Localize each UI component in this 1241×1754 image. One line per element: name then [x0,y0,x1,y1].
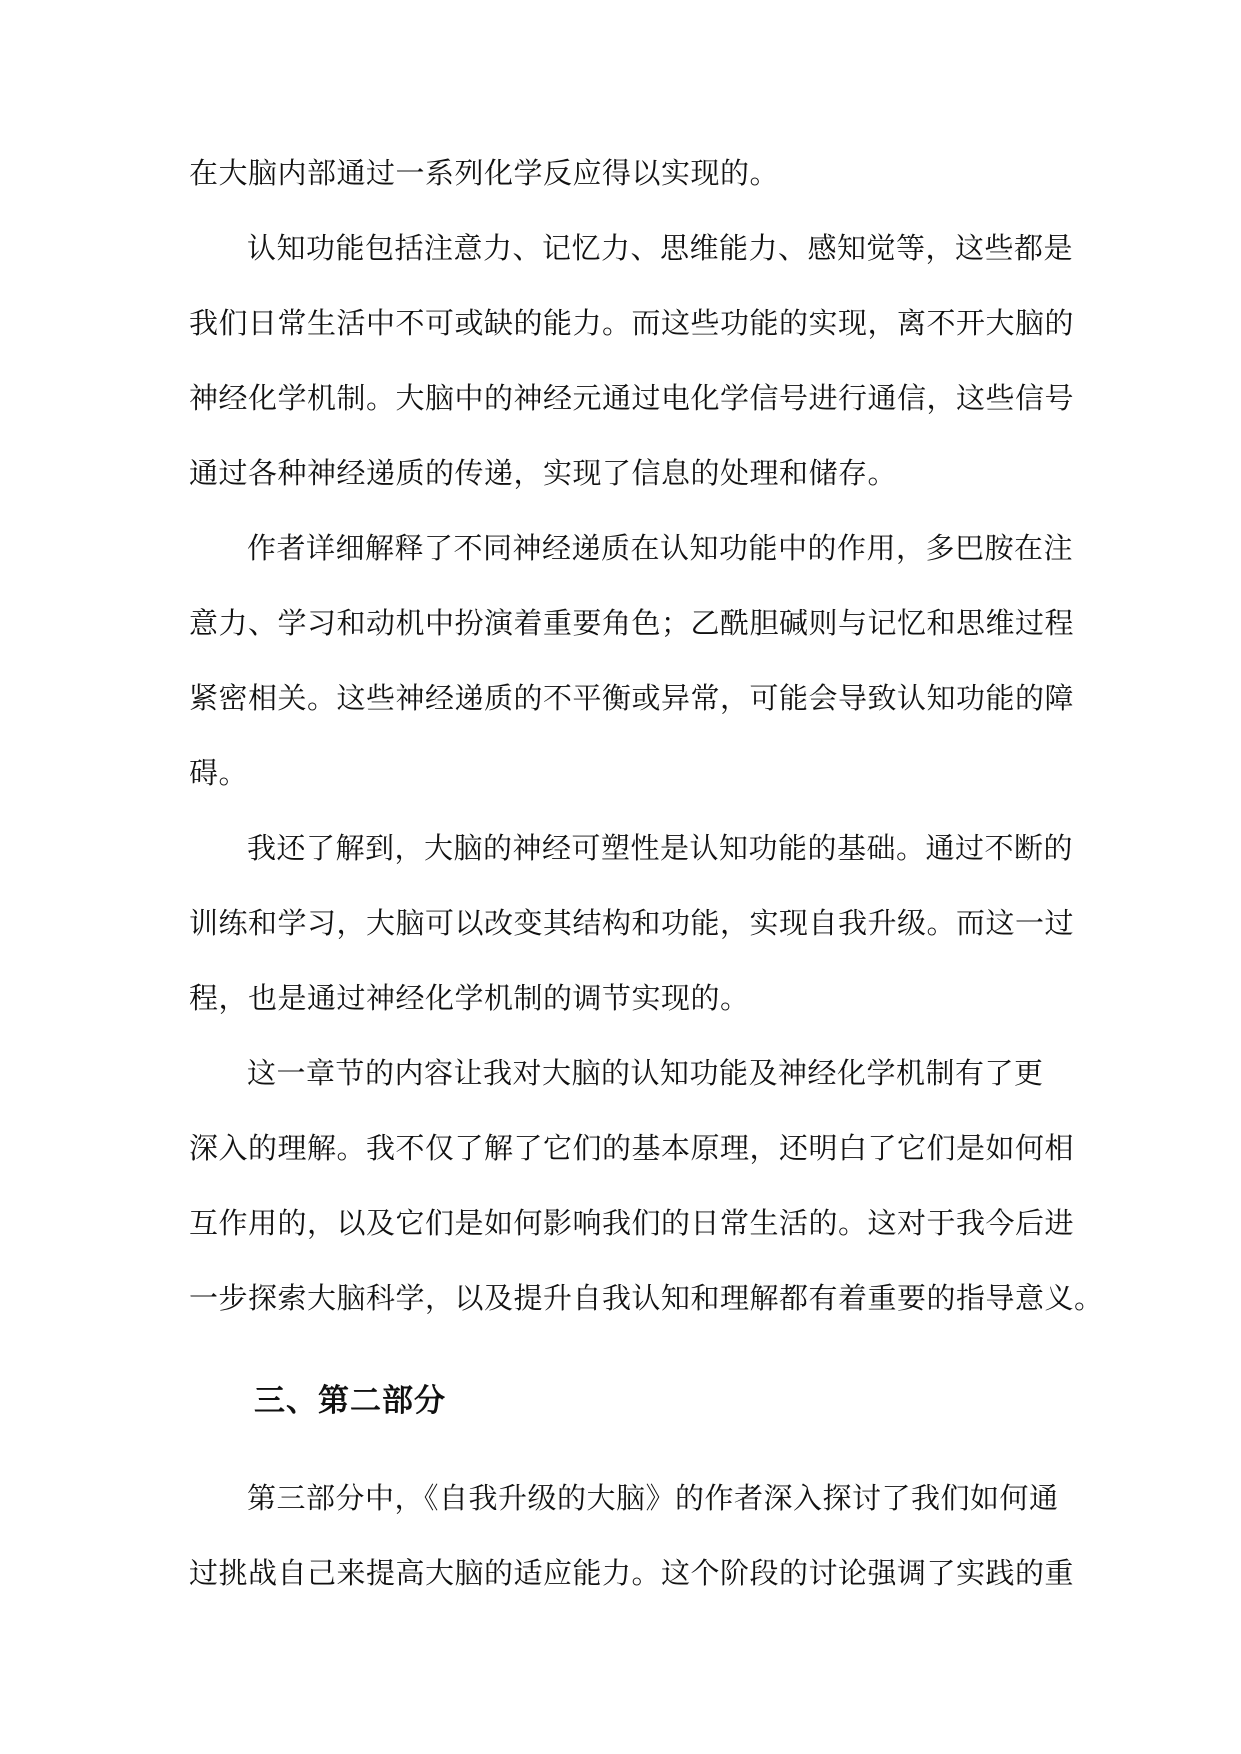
text-line: 深入的理解。我不仅了解了它们的基本原理，还明白了它们是如何相 [189,1131,1075,1165]
text-line: 作者详细解释了不同神经递质在认知功能中的作用，多巴胺在注 [247,531,1074,565]
text-line: 紧密相关。这些神经递质的不平衡或异常，可能会导致认知功能的障 [189,681,1075,715]
text-line: 碍。 [189,756,249,790]
text-line: 在大脑内部通过一系列化学反应得以实现的。 [189,156,780,190]
section-heading: 三、第二部分 [254,1383,446,1419]
text-line: 认知功能包括注意力、记忆力、思维能力、感知觉等，这些都是 [247,231,1074,265]
text-line: 互作用的，以及它们是如何影响我们的日常生活的。这对于我今后进 [189,1206,1075,1240]
text-line: 意力、学习和动机中扮演着重要角色；乙酰胆碱则与记忆和思维过程 [189,606,1075,640]
text-line: 这一章节的内容让我对大脑的认知功能及神经化学机制有了更 [247,1056,1044,1090]
text-line: 我们日常生活中不可或缺的能力。而这些功能的实现，离不开大脑的 [189,306,1075,340]
text-line: 神经化学机制。大脑中的神经元通过电化学信号进行通信，这些信号 [189,381,1075,415]
text-line: 第三部分中，《自我升级的大脑》的作者深入探讨了我们如何通 [247,1481,1059,1515]
text-line: 训练和学习，大脑可以改变其结构和功能，实现自我升级。而这一过 [189,906,1075,940]
text-line: 我还了解到，大脑的神经可塑性是认知功能的基础。通过不断的 [247,831,1074,865]
text-line: 通过各种神经递质的传递，实现了信息的处理和储存。 [189,456,898,490]
text-line: 过挑战自己来提高大脑的适应能力。这个阶段的讨论强调了实践的重 [189,1556,1075,1590]
text-line: 一步探索大脑科学，以及提升自我认知和理解都有着重要的指导意义。 [189,1281,1104,1315]
text-line: 程，也是通过神经化学机制的调节实现的。 [189,981,750,1015]
